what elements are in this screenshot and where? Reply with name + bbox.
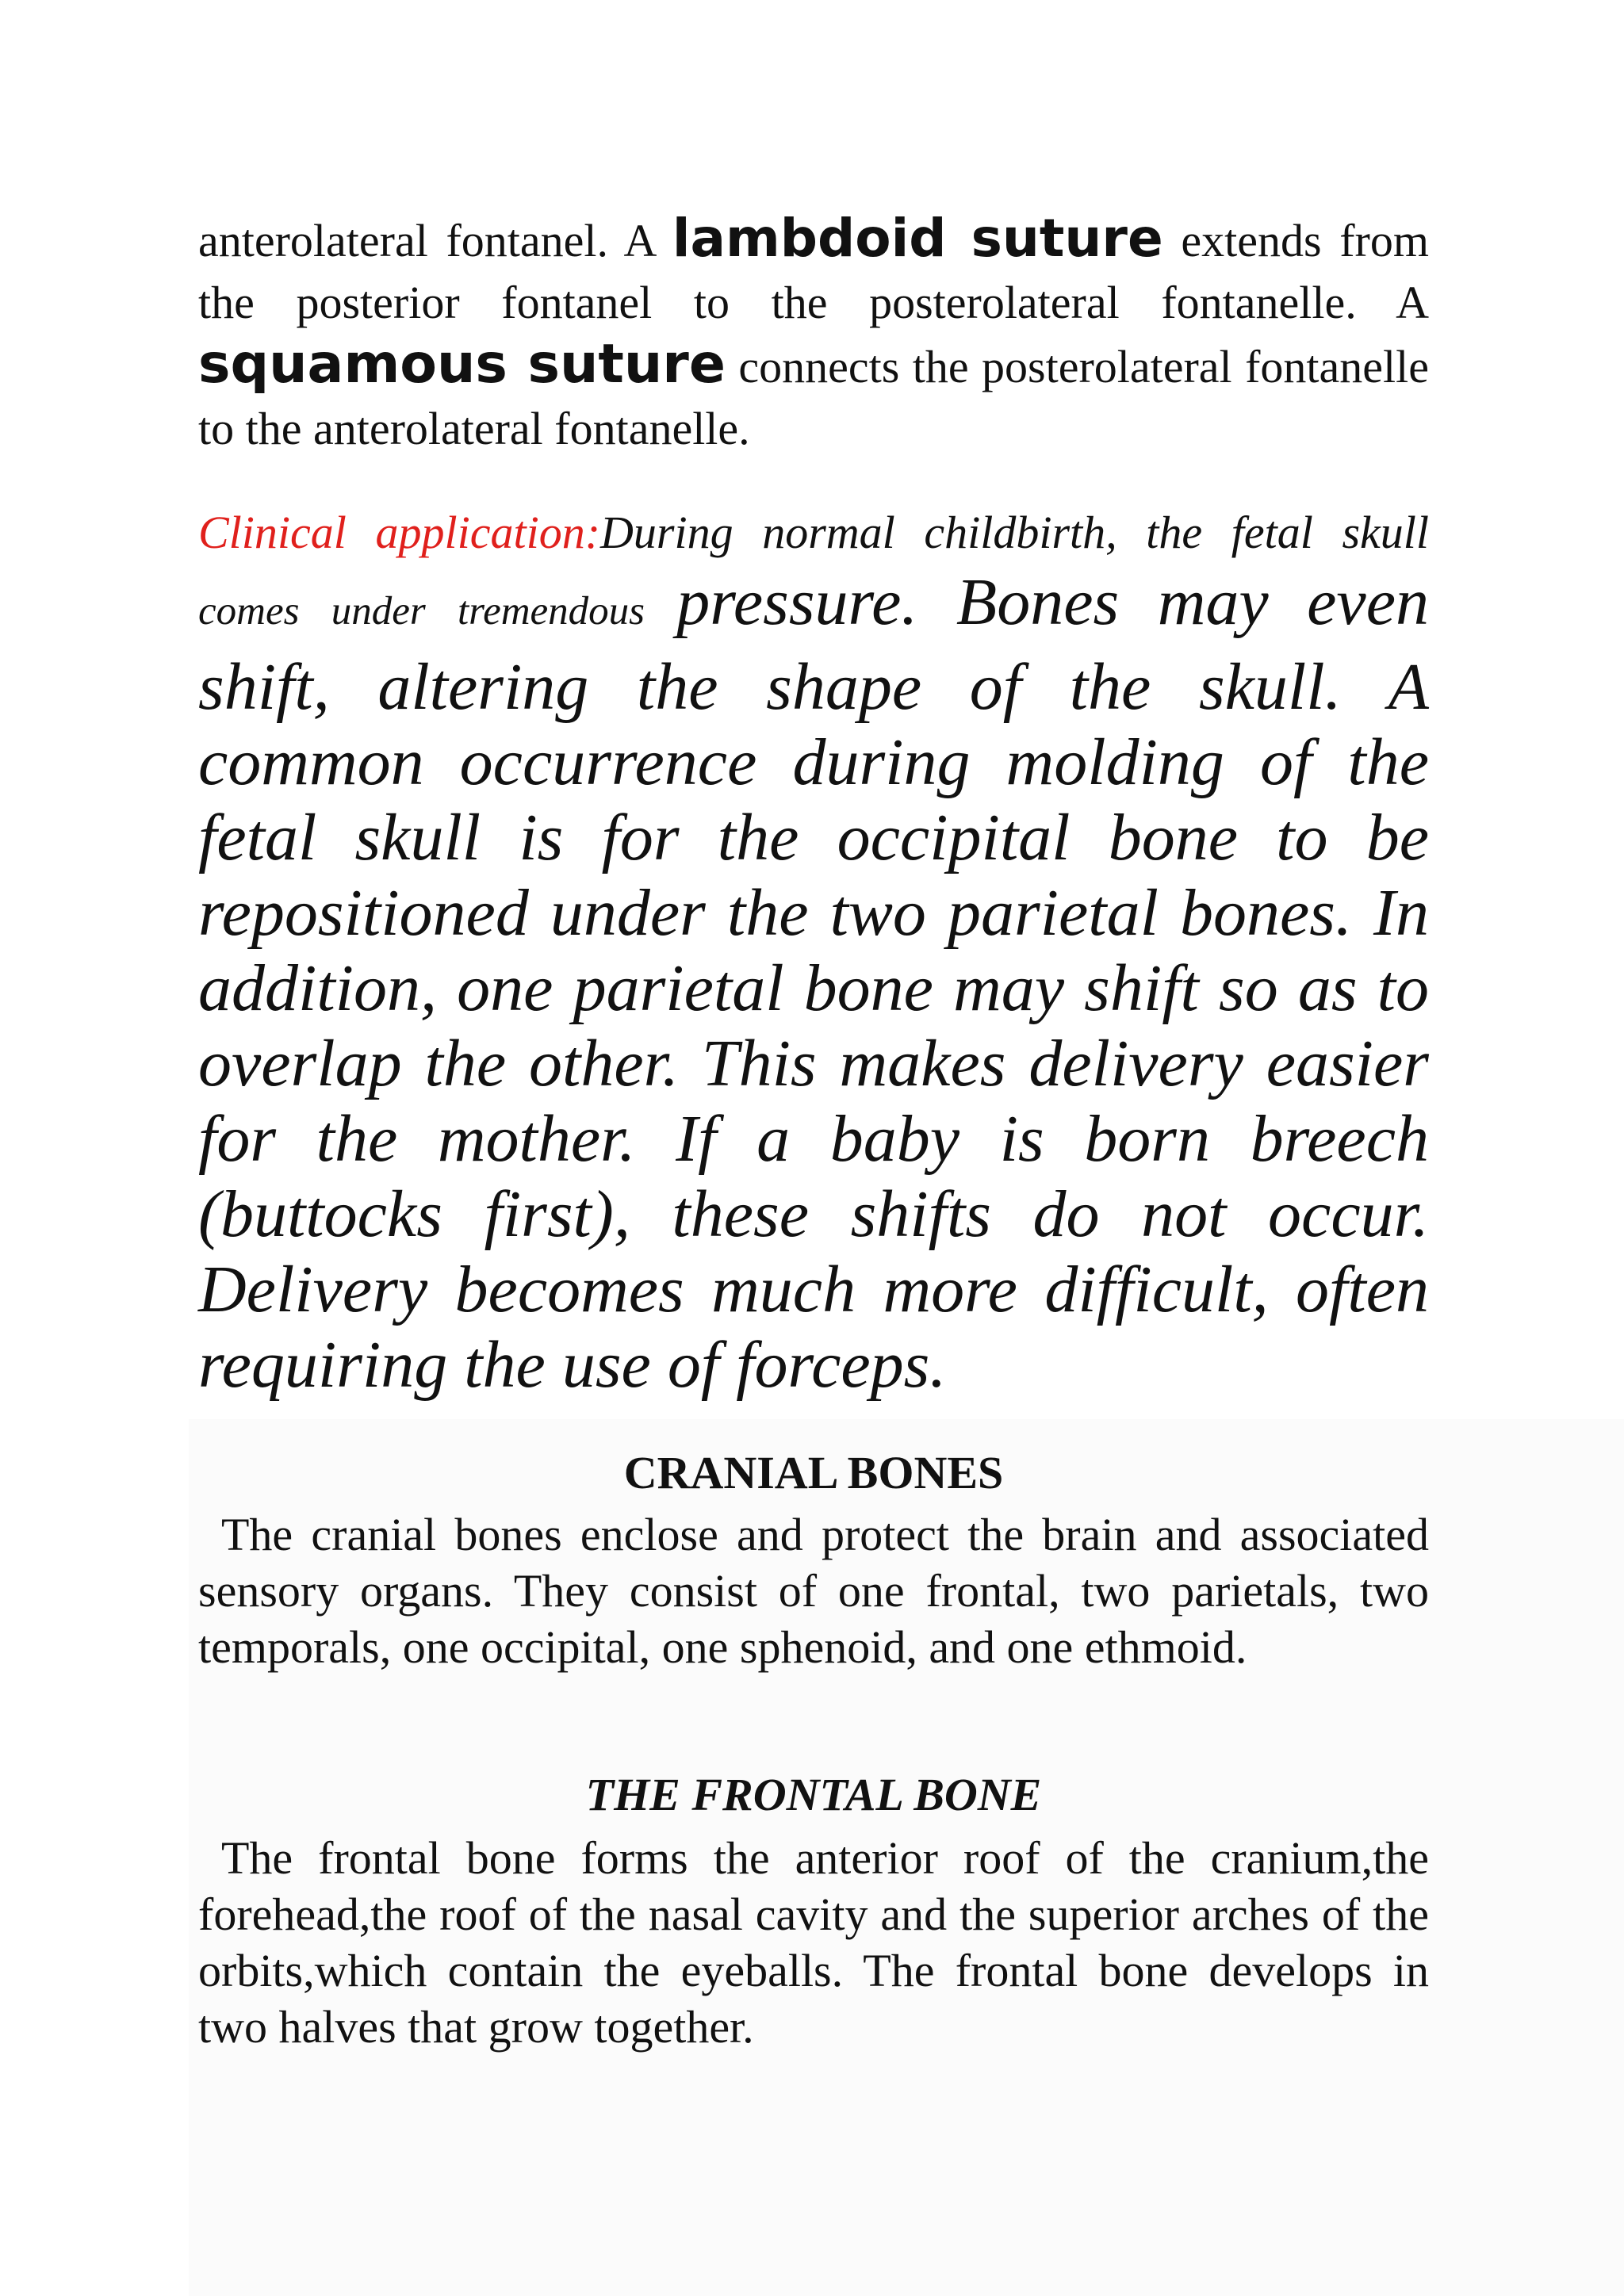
cranial-bones-text: The cranial bones enclose and protect the brain and associated sensory organs. They consist of one frontal, two parietals, two temporals, one occipital, one sphenoid, and one ethmoid. (198, 1509, 1429, 1673)
clinical-first-line (198, 501, 1429, 564)
clinical-application-paragraph (198, 501, 1429, 1402)
frontal-bone-heading: THE FRONTAL BONE (585, 1769, 1042, 1820)
frontal-bone-paragraph (198, 1830, 1429, 2055)
sutures-paragraph (198, 208, 1429, 460)
squamous-suture-term: squamous suture (198, 333, 726, 396)
lambdoid-suture-term: lambdoid suture (672, 208, 1163, 269)
sutures-text-2: extends from the posterior fontanel to the posterolateral fontanelle. A (198, 215, 1429, 328)
sutures-text-3: connects the posterolateral fontanelle to the anterolateral fontanelle. (198, 341, 1429, 454)
clinical-application-label: Clinical application: (198, 507, 601, 558)
cranial-bones-paragraph (198, 1506, 1429, 1675)
sutures-text-1: anterolateral fontanel. A (198, 215, 672, 266)
frontal-bone-text: The frontal bone forms the anterior roof of the cranium,the forehead,the roof of the nasal cavity and the superior arches of the orbits,which contain the eyeballs. The frontal bone develops in two halves that grow together. (198, 1832, 1429, 2053)
cranial-bones-heading: CRANIAL BONES (623, 1447, 1004, 1498)
clinical-first-line-text: During normal childbirth, the fetal skull (600, 507, 1429, 558)
clinical-small-text: comes under tremendous (198, 589, 677, 633)
clinical-large-text: pressure. Bones may even shift, altering the shape of the skull. A common occurrence during molding of the fetal skull is for the occipital bone to be repositioned under the two parietal bones. In addition, one parietal bone may shift so as to overlap the other. This makes delivery easier for the mother. If a baby is born breech (buttocks first), these shifts do not occur. Delivery becomes much more difficult, often requiring the use of forceps. (198, 565, 1429, 1402)
